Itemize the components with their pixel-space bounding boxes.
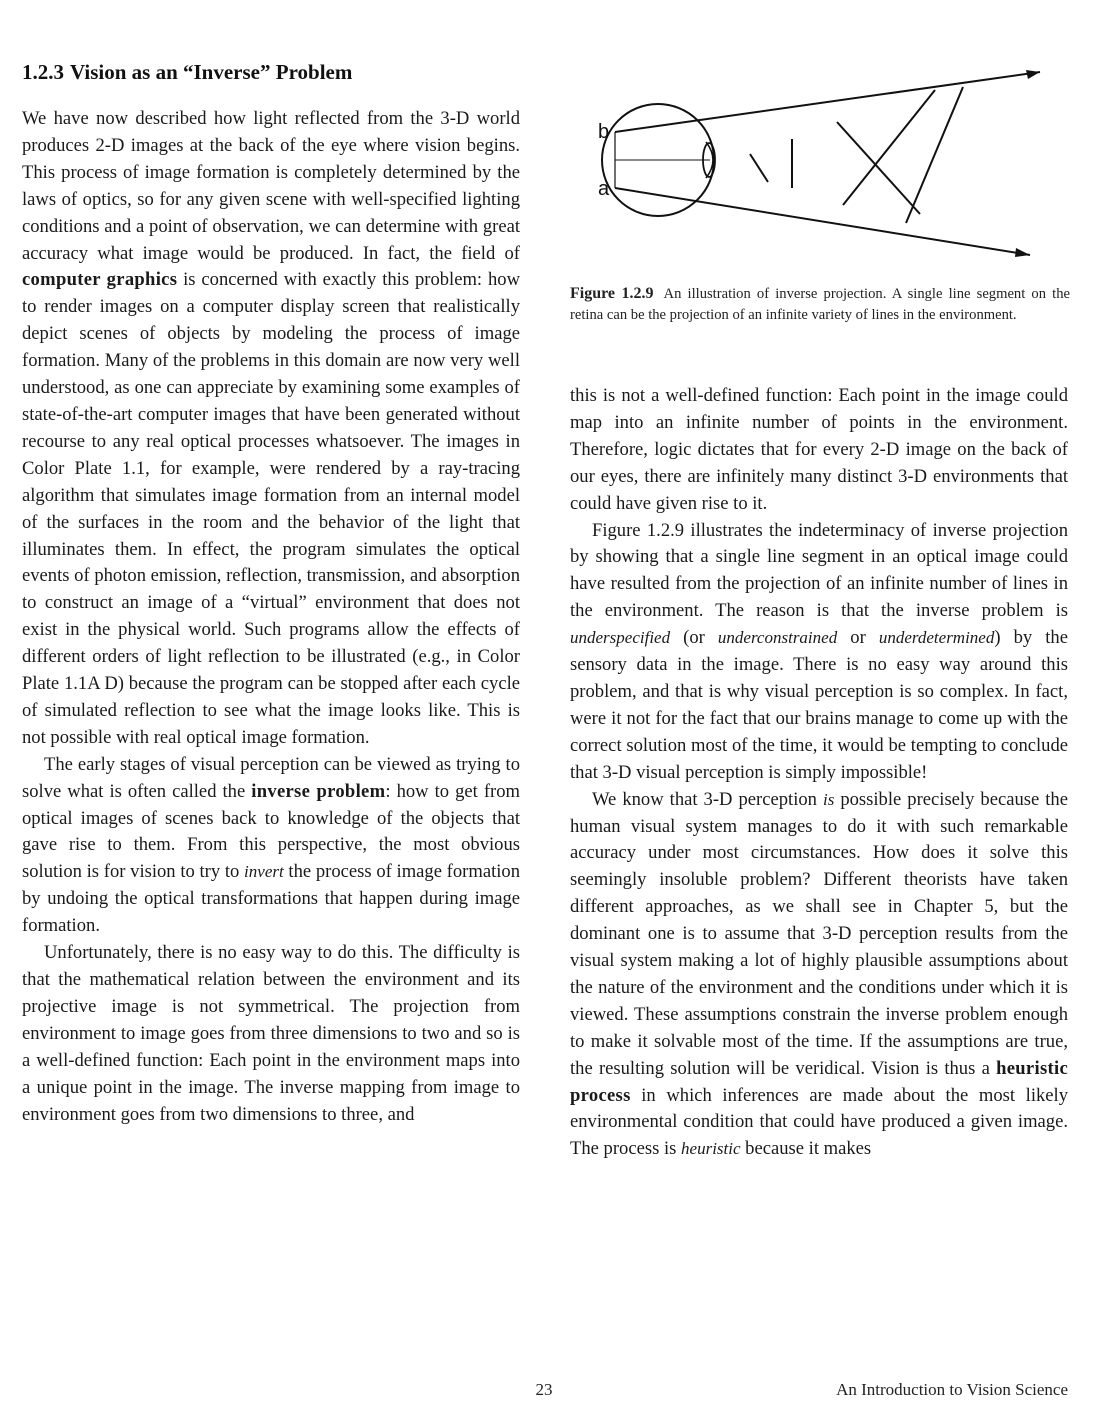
figure-caption — [570, 283, 1070, 326]
left-column — [22, 106, 520, 1128]
caption-text: An illustration of inverse projection. A single line segment on the retina can be the projection of an infinite variety of lines in the environment. — [570, 286, 1071, 323]
paragraph — [22, 752, 520, 940]
paragraph — [570, 518, 1068, 787]
text-run: Unfortunately, there is no easy way to do this. The difficulty is that the mathematical relation between the environment and its projective image is not symmetrical. The projection from environment to image goes from three dimensions to two and so is a well-defined function: Each point in the environment maps into a unique point in the image. The inverse mapping from image to environment goes from two dimensions to three, and — [22, 942, 520, 1125]
text-run: We have now described how light reflected from the 3-D world produces 2-D images at the back of the eye where vision begins. This process of image formation is completely determined by the laws of optics, so for any given scene with well-specified lighting conditions and a point of observation, we can determine with great accuracy what image would be produced. In fact, the field of — [22, 108, 520, 264]
text-run: in which inferences are made about the most likely environmental condition that could have produced a given image. The process is — [570, 1084, 1068, 1160]
right-column — [570, 383, 1068, 1163]
italic-term: is — [822, 789, 835, 809]
running-footer-title: An Introduction to Vision Science — [836, 1380, 1068, 1399]
text-run: because it makes — [740, 1138, 872, 1160]
bold-term: inverse problem — [251, 780, 386, 802]
italic-term: underdetermined — [878, 628, 995, 648]
text-run: The early stages of visual perception can be viewed as trying to solve what is often called the — [22, 753, 520, 802]
text-run: Figure 1.2.9 illustrates the indeterminacy of inverse projection by showing that a single line segment in an optical image could have resulted from the projection of an infinite number of lines in the environment. The reason is that the inverse problem is — [570, 519, 1068, 622]
bold-term: heuristic process — [570, 1057, 1068, 1106]
italic-term: underconstrained — [717, 628, 838, 648]
paragraph — [22, 106, 520, 752]
lower-ray — [615, 188, 1030, 255]
paragraph — [570, 383, 1068, 518]
page-number: 23 — [535, 1380, 553, 1399]
eye-projection-diagram — [560, 60, 1080, 270]
italic-term: invert — [244, 862, 284, 882]
bold-term: computer graphics — [22, 269, 178, 291]
text-run: (or — [670, 627, 718, 649]
environment-line — [750, 154, 768, 182]
paragraph — [22, 940, 520, 1128]
section-number: 1.2.3 — [22, 60, 64, 84]
italic-term: underspecified — [570, 628, 671, 648]
figure-inverse-projection — [560, 60, 1080, 270]
text-run: or — [837, 627, 879, 649]
text-run: the process of image formation by undoing the optical transformations that happen during image formation. — [22, 861, 520, 937]
lower-arrowhead — [1015, 248, 1030, 257]
text-run: is concerned with exactly this problem: how to render images on a computer display screen that realistically depict scenes of objects by modeling the process of image formation. Many of the problems in this domain are now very well understood, as one can appreciate by examining some examples of state-of-the-art computer images that have been generated without recourse to any real optical processes whatsoever. The images in Color Plate 1.1, for example, were rendered by a ray-tracing algorithm that simulates image formation from an internal model of the surfaces in the room and the behavior of the light that illuminates them. In effect, the program simulates the optical events of photon emission, reflection, transmission, and absorption to construct an image of a “virtual” environment that does not exist in the physical world. Such programs allow the effects of different orders of light reflection to be illustrated (e.g., in Color Plate 1.1A D) because the program can be stopped after each cycle of simulated reflection to see what the image looks like. This is not possible with real optical image formation. — [22, 269, 520, 748]
text-run: ) by the sensory data in the image. There is no easy way around this problem, and that is why visual perception is so complex. In fact, were it not for the fact that our brains manage to come up with the correct solution most of the time, it would be tempting to conclude that 3-D visual perception is simply impossible! — [570, 627, 1068, 783]
figure-label: Figure 1.2.9 — [570, 285, 654, 302]
label-b: b — [598, 121, 610, 143]
label-a: a — [598, 178, 610, 200]
text-run: this is not a well-defined function: Each point in the image could map into an infinite number of points in the environment. Therefore, logic dictates that for every 2-D image on the back of our eyes, there are infinitely many distinct 3-D environments that could have given rise to it. — [570, 385, 1068, 514]
text-run: possible precisely because the human visual system manages to do it with such remarkable accuracy under most circumstances. How does it solve this seemingly insoluble problem? Different theorists have taken different approaches, as we shall see in Chapter 5, but the dominant one is to assume that 3-D perception results from the visual system making a lot of highly plausible assumptions about the nature of the environment and the conditions under which it is viewed. These assumptions constrain the inverse problem enough to make it solvable most of the time. If the assumptions are true, the resulting solution will be veridical. Vision is thus a — [570, 788, 1068, 1079]
environment-line — [837, 122, 920, 214]
text-run: : how to get from optical images of scenes back to knowledge of the objects that gave rise to them. From this perspective, the most obvious solution is for vision to try to — [22, 780, 520, 883]
text-run: We know that 3-D perception — [592, 788, 823, 810]
environment-line — [906, 87, 963, 223]
section-title: Vision as an “Inverse” Problem — [70, 60, 353, 84]
paragraph — [570, 787, 1068, 1164]
section-heading — [22, 60, 542, 85]
upper-ray — [615, 72, 1040, 132]
italic-term: heuristic — [681, 1139, 741, 1159]
